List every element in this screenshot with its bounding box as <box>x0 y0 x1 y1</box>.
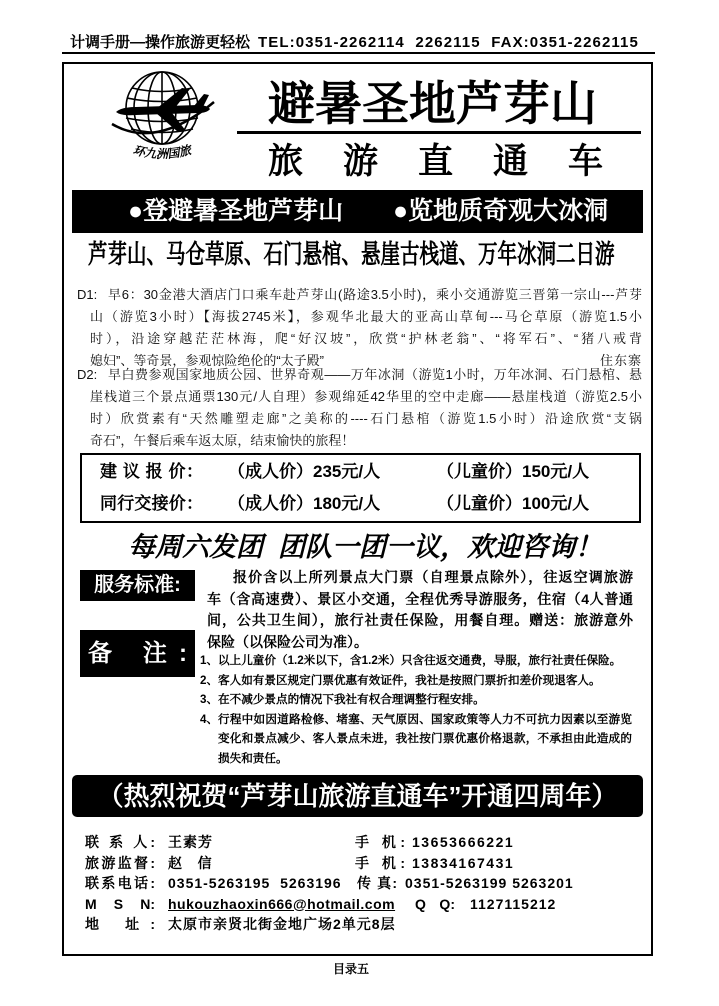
d1-text: 早6：30金港大酒店门口乘车赴芦芽山(路途3.5小时)，乘小交通游览三晋第一宗山---芦芽 <box>108 287 642 302</box>
note-item <box>200 710 632 730</box>
contact-row <box>0 832 719 852</box>
address: 太原市亲贤北街金地广场2单元8层 <box>168 916 396 932</box>
notes-label: 备 注: <box>80 630 195 677</box>
d2-label: D2: <box>77 367 98 382</box>
note-item-continued <box>200 729 632 749</box>
note-number: 3、 <box>200 693 219 707</box>
service-label: 服务标准: <box>80 570 195 601</box>
child-price: （儿童价）100元/人 <box>437 494 590 513</box>
note-number: 4、 <box>200 712 219 726</box>
itinerary-day-2 <box>77 364 642 452</box>
note-text: 客人如有景区规定门票优惠有效证件，我社是按照门票折扣差价现退客人。 <box>218 673 601 687</box>
contact-row <box>0 914 719 934</box>
d2-line <box>77 364 642 386</box>
note-number: 2、 <box>200 673 219 687</box>
d2-line <box>77 408 642 430</box>
d1-text: 山（游览3小时）【海拔2745米】，参观华北最大的亚高山草甸---马仑草原（游览1.5小 <box>90 309 642 324</box>
price-label: 建 议 报 价： <box>100 462 203 481</box>
d2-text: 奇石”，午餐后乘车返太原，结束愉快的旅程！ <box>90 433 355 448</box>
d1-label: D1: <box>77 287 98 302</box>
logo-text <box>132 142 195 161</box>
d2-line <box>77 386 642 408</box>
note-text: 损失和责任。 <box>218 751 288 765</box>
note-text: 变化和景点减少、客人景点未进，我社按门票优惠价格退款，不承担由此造成的 <box>218 732 632 746</box>
contact-label: 手 机: <box>355 834 405 850</box>
contact-label: 联 系 人: <box>85 834 155 850</box>
d2-text: 崖栈道三个景点通票130元/人自理）参观绵延42华里的空中走廊——悬崖栈道（游览2.5小 <box>90 389 642 404</box>
page-subtitle: 旅游直通车 <box>268 142 644 181</box>
header-contact: TEL:0351-2262114 2262115 FAX:0351-2262115 <box>258 34 639 51</box>
note-item <box>200 690 632 710</box>
service-line: 报价含以上所列景点大门票（自理景点除外），往返空调旅游 <box>233 569 633 585</box>
anniversary-banner: （热烈祝贺“芦芽山旅游直通车”开通四周年） <box>72 775 643 817</box>
d1-line <box>77 284 642 306</box>
note-text: 以上儿童价（1.2米以下，含1.2米）只含往返交通费，导服，旅行社责任保险。 <box>218 654 622 667</box>
d2-text: 早白费参观国家地质公园、世界奇观——万年冰洞（游览1小时，万年冰洞、石门悬棺、悬 <box>108 367 642 382</box>
price-row-suggested <box>82 459 639 485</box>
title-divider <box>237 131 641 134</box>
d1-text: 媳妇”、等奇景，参观惊险绝伦的“太子殿” <box>90 353 324 368</box>
supervisor-name: 赵 信 <box>168 854 213 871</box>
d2-text: 时）欣赏素有“天然雕塑走廊”之美称的----石门悬棺（游览1.5小时）沿途欣赏“支锅 <box>90 411 642 426</box>
adult-price: （成人价）235元/人 <box>228 462 381 481</box>
contact-label: 地 址: <box>85 916 155 932</box>
price-row-trade <box>82 491 639 517</box>
note-item <box>200 651 632 671</box>
highlight-item: ●登避暑圣地芦芽山 <box>128 197 344 225</box>
logo-text-path: 环九洲国旅 <box>131 142 193 161</box>
msn-email-link[interactable]: hukouzhaoxin666@hotmail.com <box>168 895 396 912</box>
price-label: 同行交接价： <box>100 494 203 513</box>
service-line: 保险（以保险公司为准）。 <box>207 633 368 650</box>
page-title: 避暑圣地芦芽山 <box>268 77 597 130</box>
d1-accommodation: 住东寨 <box>599 353 642 368</box>
highlight-item: ●览地质奇观大冰洞 <box>393 197 609 225</box>
phone-numbers: 0351-5263195 5263196 <box>168 875 342 891</box>
contact-row <box>0 853 719 873</box>
service-line: 间，公共卫生间），旅行社责任保险，用餐自理。赠送：旅游意外 <box>207 612 633 628</box>
service-text <box>207 567 633 653</box>
d2-line <box>77 430 642 452</box>
contact-row <box>0 894 719 914</box>
note-number: 1、 <box>200 654 219 667</box>
header-slogan: 计调手册—操作旅游更轻松 <box>70 34 251 51</box>
route-title: 芦芽山、马仓草原、石门悬棺、悬崖古栈道、万年冰洞二日游 <box>88 240 615 270</box>
d1-text: 时），沿途穿越茫茫林海，爬“好汉坡”，欣赏“护林老翁”、“将军石”、“猪八戒背 <box>90 331 642 346</box>
mobile-number: 13834167431 <box>412 854 515 871</box>
mobile-number: 13653666221 <box>412 834 515 850</box>
d1-line <box>77 306 642 328</box>
qq-number: 1127115212 <box>470 895 557 912</box>
page-footer: 目录五 <box>333 962 370 976</box>
adult-price: （成人价）180元/人 <box>228 494 381 513</box>
service-line: 车（含高速费）、景区小交通，全程优秀导游服务，住宿（4人普通 <box>207 590 633 607</box>
itinerary-day-1 <box>77 284 642 372</box>
contact-label: 手 机: <box>355 854 405 871</box>
d1-line <box>77 328 642 350</box>
fax-numbers: 0351-5263199 5263201 <box>405 875 574 891</box>
note-item-continued <box>200 749 632 769</box>
notes-list <box>200 651 632 769</box>
departure-note: 每周六发团 团队一团一议，欢迎咨询！ <box>128 532 603 562</box>
contact-label: 传 真: <box>357 875 397 891</box>
child-price: （儿童价）150元/人 <box>437 462 590 481</box>
note-item <box>200 671 632 691</box>
price-box <box>80 453 641 523</box>
contact-row <box>0 873 719 893</box>
contact-label: Q Q: <box>415 895 455 912</box>
company-logo <box>106 68 218 168</box>
header-divider <box>62 52 655 54</box>
contact-label: 旅游监督: <box>85 854 155 871</box>
contact-label: M S N: <box>85 895 155 912</box>
note-text: 行程中如因道路检修、堵塞、天气原因、国家政策等人力不可抗力因素以至游览 <box>218 712 632 726</box>
contact-person: 王素芳 <box>168 834 213 850</box>
highlights-bar <box>72 190 643 233</box>
note-text: 在不减少景点的情况下我社有权合理调整行程安排。 <box>218 693 485 707</box>
contact-label: 联系电话: <box>85 875 155 891</box>
